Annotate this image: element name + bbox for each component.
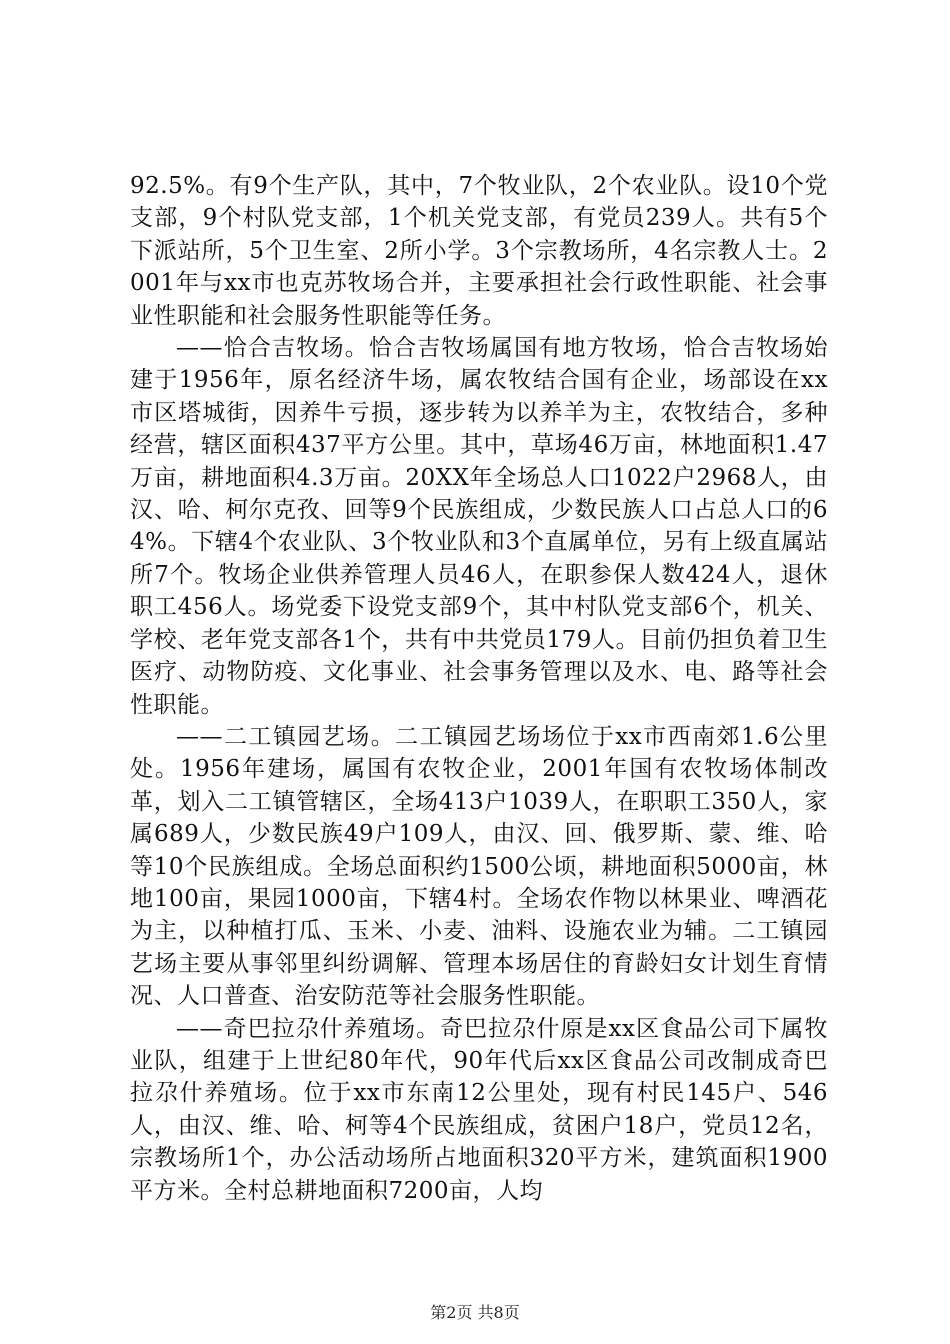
body-text <box>130 170 828 1207</box>
paragraph: ——恰合吉牧场。恰合吉牧场属国有地方牧场，恰合吉牧场始建于1956年，原名经济牛场，属农牧结合国有企业，场部设在xx市区塔城街，因养牛亏损，逐步转为以养羊为主，农牧结合，多种经营，辖区面积437平方公里。其中，草场46万亩，林地面积1.47万亩，耕地面积4.3万亩。20XX年全场总人口1022户2968人，由汉、哈、柯尔克孜、回等9个民族组成，少数民族人口占总人口的64%。下辖4个农业队、3个牧业队和3个直属单位，另有上级直属站所7个。牧场企业供养管理人员46人，在职参保人数424人，退休职工456人。场党委下设党支部9个，其中村队党支部6个，机关、学校、老年党支部各1个，共有中共党员179人。目前仍担负着卫生医疗、动物防疫、文化事业、社会事务管理以及水、电、路等社会性职能。 <box>130 335 828 718</box>
paragraph: 92.5%。有9个生产队，其中，7个牧业队，2个农业队。设10个党支部，9个村队党支部，1个机关党支部，有党员239人。共有5个下派站所，5个卫生室、2所小学。3个宗教场所，4名宗教人士。2001年与xx市也克苏牧场合并，主要承担社会行政性职能、社会事业性职能和社会服务性职能等任务。 <box>130 173 828 329</box>
page-number-footer: 第2页 共8页 <box>430 1303 520 1322</box>
paragraph: ——奇巴拉尕什养殖场。奇巴拉尕什原是xx区食品公司下属牧业队，组建于上世纪80年代，90年代后xx区食品公司改制成奇巴拉尕什养殖场。位于xx市东南12公里处，现有村民145户、546人，由汉、维、哈、柯等4个民族组成，贫困户18户，党员12名，宗教场所1个，办公活动场所占地面积320平方米，建筑面积1900平方米。全村总耕地面积7200亩，人均 <box>130 1015 828 1204</box>
paragraph: ——二工镇园艺场。二工镇园艺场场位于xx市西南郊1.6公里处。1956年建场，属国有农牧企业，2001年国有农牧场体制改革，划入二工镇管辖区，全场413户1039人，在职职工350人，家属689人，少数民族49户109人，由汉、回、俄罗斯、蒙、维、哈等10个民族组成。全场总面积约1500公顷，耕地面积5000亩，林地100亩，果园1000亩，下辖4村。全场农作物以林果业、啤酒花为主，以种植打瓜、玉米、小麦、油料、设施农业为辅。二工镇园艺场主要从事邻里纠纷调解、管理本场居住的育龄妇女计划生育情况、人口普查、治安防范等社会服务性职能。 <box>130 723 828 1010</box>
